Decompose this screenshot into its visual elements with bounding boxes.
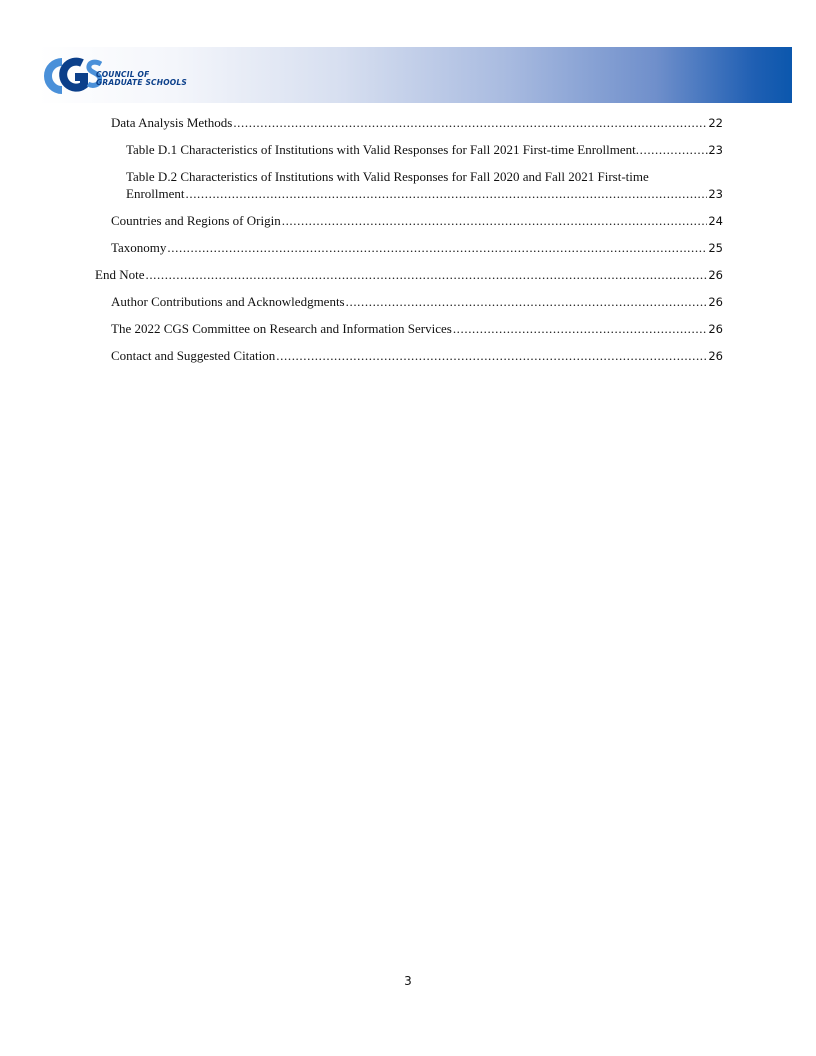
cgs-logo-mark bbox=[42, 54, 102, 98]
toc-entry-title: Taxonomy bbox=[111, 240, 167, 255]
toc-entry-page: 22 bbox=[708, 116, 723, 130]
toc-entry-page: 26 bbox=[708, 349, 723, 363]
toc-entry-title: Contact and Suggested Citation bbox=[111, 348, 276, 363]
toc-entry-countries-regions[interactable] bbox=[95, 212, 723, 230]
toc-entry-table-d2[interactable] bbox=[95, 168, 723, 203]
toc-leader-dots bbox=[636, 141, 709, 158]
logo-line-2: GRADUATE SCHOOLS bbox=[96, 78, 187, 87]
toc-entry-end-note[interactable] bbox=[95, 266, 723, 284]
toc-entry-taxonomy[interactable] bbox=[95, 239, 723, 257]
toc-entry-data-analysis-methods[interactable] bbox=[95, 114, 723, 132]
toc-leader-dots bbox=[145, 266, 707, 283]
toc-entry-page: 26 bbox=[708, 295, 723, 309]
toc-entry-page: 23 bbox=[708, 143, 723, 157]
toc-leader-dots bbox=[346, 293, 708, 310]
toc-entry-page: 24 bbox=[708, 214, 723, 228]
toc-entry-page: 23 bbox=[708, 187, 723, 201]
toc-entry-title: Author Contributions and Acknowledgments bbox=[111, 294, 345, 309]
toc-leader-dots bbox=[453, 320, 708, 337]
logo-line-1: COUNCIL OF bbox=[96, 70, 150, 79]
toc-entry-title: Countries and Regions of Origin bbox=[111, 213, 281, 228]
page-number: 3 bbox=[404, 974, 412, 988]
toc-leader-dots bbox=[233, 114, 707, 131]
toc-entry-committee[interactable] bbox=[95, 320, 723, 338]
toc-leader-dots bbox=[282, 212, 708, 229]
toc-entry-title: End Note bbox=[95, 267, 145, 282]
toc-entry-author-contributions[interactable] bbox=[95, 293, 723, 311]
toc-entry-table-d1[interactable] bbox=[95, 141, 723, 159]
toc-entry-contact-citation[interactable] bbox=[95, 347, 723, 365]
toc-entry-title: The 2022 CGS Committee on Research and Information Services bbox=[111, 321, 452, 336]
toc-entry-page: 26 bbox=[708, 322, 723, 336]
toc-entry-title: Enrollment bbox=[126, 186, 185, 201]
toc-entry-title: Data Analysis Methods bbox=[111, 115, 233, 130]
toc-leader-dots bbox=[167, 239, 707, 256]
toc-entry-title-line-1: Table D.2 Characteristics of Institutions with Valid Responses for Fall 2020 and Fall 2021 First-time bbox=[126, 169, 649, 184]
toc-entry-title: Table D.1 Characteristics of Institutions with Valid Responses for Fall 2021 First-time Enrollment bbox=[126, 142, 636, 157]
toc-entry-page: 26 bbox=[708, 268, 723, 282]
logo-wordmark bbox=[96, 71, 187, 87]
toc-leader-dots bbox=[276, 347, 707, 364]
toc-entry-page: 25 bbox=[708, 241, 723, 255]
table-of-contents bbox=[95, 114, 723, 374]
toc-leader-dots bbox=[186, 185, 708, 202]
